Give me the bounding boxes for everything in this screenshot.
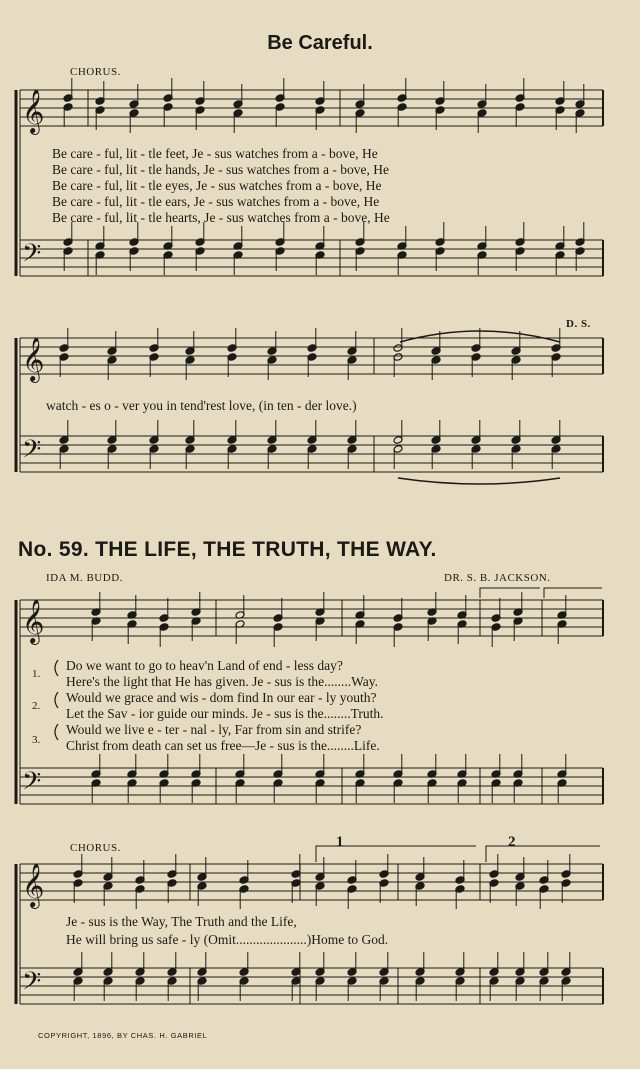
chorus-line: He will bring us safe - ly (Omit.....................)Home to God. — [66, 932, 389, 947]
ending-bracket — [544, 588, 602, 598]
treble-clef: 𝄞 — [22, 89, 45, 133]
bass-clef: 𝄢 — [22, 435, 42, 470]
tie — [398, 478, 560, 484]
verse-line: Do we want to go to heav'n Land of end - less day? — [66, 658, 343, 673]
music-credit: DR. S. B. JACKSON. — [444, 572, 551, 584]
verse-line: Would we live e - ter - nal - ly, Far from sin and strife? — [66, 722, 362, 737]
hymn-title: No. 59. THE LIFE, THE TRUTH, THE WAY. — [18, 538, 437, 561]
lyric-line: Be care - ful, lit - tle feet, Je - sus watches from a - bove, He — [52, 146, 378, 161]
chorus-label: CHORUS. — [70, 66, 121, 78]
verse-number: 1. — [32, 668, 41, 680]
verse-brace — [55, 692, 58, 708]
verse-number: 3. — [32, 734, 41, 746]
verse-line: Would we grace and wis - dom find In our ear - ly youth? — [66, 690, 377, 705]
words-credit: IDA M. BUDD. — [46, 572, 123, 584]
treble-clef: 𝄞 — [22, 337, 45, 381]
ending-number: 1 — [336, 834, 344, 850]
verse-line: Christ from death can set us free—Je - sus is the........Life. — [66, 738, 380, 753]
treble-clef: 𝄞 — [22, 599, 45, 643]
lyric-line: Be care - ful, lit - tle ears, Je - sus watches from a - bove, He — [52, 194, 380, 209]
lyric-line: watch - es o - ver you in tend'rest love, (in ten - der love.) — [46, 398, 357, 413]
verse-line: Let the Sav - ior guide our minds. Je - sus is the........Truth. — [66, 706, 384, 721]
chorus-label: CHORUS. — [70, 842, 121, 854]
ending-bracket — [486, 846, 600, 862]
verse-number: 2. — [32, 700, 41, 712]
bass-clef: 𝄢 — [22, 767, 42, 802]
ending-bracket — [480, 588, 540, 598]
verse-brace — [55, 660, 58, 676]
bass-clef: 𝄢 — [22, 239, 42, 274]
lyric-line: Be care - ful, lit - tle eyes, Je - sus watches from a - bove, He — [52, 178, 382, 193]
song-title: Be Careful. — [267, 32, 373, 54]
chorus-line: Je - sus is the Way, The Truth and the Life, — [66, 914, 297, 929]
bass-clef: 𝄢 — [22, 967, 42, 1002]
copyright-notice: COPYRIGHT, 1896, BY CHAS. H. GABRIEL — [38, 1031, 208, 1040]
ending-number: 2 — [508, 834, 516, 850]
lyric-line: Be care - ful, lit - tle hands, Je - sus watches from a - bove, He — [52, 162, 390, 177]
verse-brace — [55, 724, 58, 740]
lyric-line: Be care - ful, lit - tle hearts, Je - sus watches from a - bove, He — [52, 210, 390, 225]
treble-clef: 𝄞 — [22, 863, 45, 907]
ds-marking: D. S. — [566, 318, 591, 330]
verse-line: Here's the light that He has given. Je - sus is the........Way. — [66, 674, 379, 689]
